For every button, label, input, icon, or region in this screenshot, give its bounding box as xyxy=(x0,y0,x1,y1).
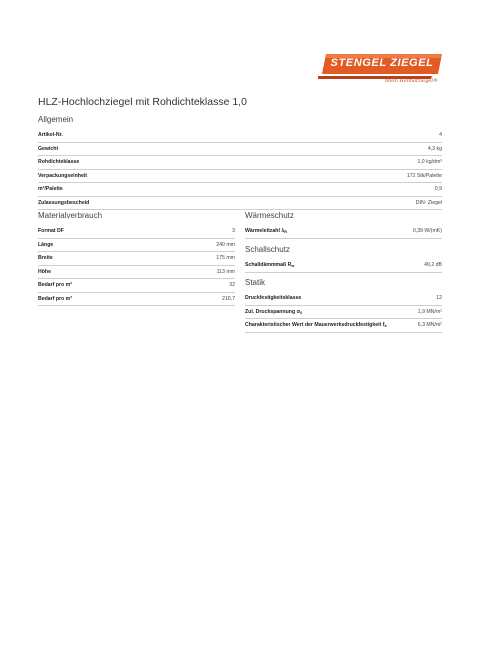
section-heading-allgemein: Allgemein xyxy=(38,115,74,124)
section-heading-schallschutz: Schallschutz xyxy=(245,245,290,254)
table-row xyxy=(38,252,235,266)
allgemein-table xyxy=(38,129,442,210)
row-label: Bedarf pro m³ xyxy=(38,292,165,306)
row-label: m²/Palette xyxy=(38,183,278,197)
row-value: 49,2 dB xyxy=(390,259,442,272)
table-row xyxy=(245,305,442,319)
table-row xyxy=(38,142,442,156)
row-value: 0,39 W/(mK) xyxy=(361,225,442,238)
row-label-sub: k xyxy=(384,324,387,329)
row-label: Höhe xyxy=(38,265,165,279)
table-row xyxy=(245,292,442,305)
brand-logo xyxy=(318,52,442,84)
table-row xyxy=(38,156,442,170)
row-label-sub: w xyxy=(291,264,295,269)
row-label-text: Wärmeleitzahl λ xyxy=(245,228,285,235)
page-title: HLZ-Hochlochziegel mit Rohdichteklasse 1,0 xyxy=(38,96,247,108)
table-row xyxy=(38,129,442,142)
row-label-text: Charakteristischer Wert der Mauerwerksdruckfestigkeit f xyxy=(245,322,385,329)
row-value: 210,7 xyxy=(165,292,235,306)
row-label-sub: R xyxy=(284,230,287,235)
row-value: 12 xyxy=(413,292,442,305)
row-label: Format DF xyxy=(38,225,165,238)
brand-name: STENGEL ZIEGEL xyxy=(330,57,434,69)
row-label: Breite xyxy=(38,252,165,266)
row-label-text: Zul. Druckspannung σ xyxy=(245,308,301,315)
row-value: 4,3 kg xyxy=(278,142,442,156)
section-allgemein xyxy=(38,115,442,210)
row-label-text: Druckfestigkeitsklasse xyxy=(245,295,302,302)
section-materialverbrauch xyxy=(38,211,235,306)
section-waermeschutz xyxy=(245,211,442,239)
row-value: 172 Stk/Palette xyxy=(278,169,442,183)
row-label-text: Schalldämmmaß R xyxy=(245,262,292,269)
row-label: Länge xyxy=(38,238,165,252)
brand-tagline: Mein Heimatziegel® xyxy=(384,78,438,84)
row-value: 1,9 MN/m² xyxy=(413,305,442,319)
row-value: 0,9 xyxy=(278,183,442,197)
statik-table xyxy=(245,292,442,333)
table-row xyxy=(38,196,442,210)
row-label xyxy=(245,292,413,305)
row-label: Gewicht xyxy=(38,142,278,156)
section-statik xyxy=(245,278,442,333)
table-row xyxy=(38,225,235,238)
row-value: 175 mm xyxy=(165,252,235,266)
row-label: Artikel-Nr. xyxy=(38,129,278,142)
row-label xyxy=(245,319,413,333)
materialverbrauch-table xyxy=(38,225,235,306)
table-row xyxy=(38,169,442,183)
table-row xyxy=(38,292,235,306)
section-heading-materialverbrauch: Materialverbrauch xyxy=(38,211,103,220)
section-schallschutz xyxy=(245,245,442,273)
row-label-sub: 0 xyxy=(300,310,303,315)
row-label xyxy=(245,259,390,272)
row-label: Rohdichteklasse xyxy=(38,156,278,170)
row-value: 3 xyxy=(165,225,235,238)
row-label xyxy=(245,305,413,319)
schallschutz-table xyxy=(245,259,442,273)
row-value: 6,3 MN/m² xyxy=(413,319,442,333)
row-label: Verpackungseinheit xyxy=(38,169,278,183)
row-value: 1,0 kg/dm³ xyxy=(278,156,442,170)
table-row xyxy=(245,225,442,238)
section-heading-statik: Statik xyxy=(245,278,266,287)
table-row xyxy=(245,319,442,333)
table-row xyxy=(38,238,235,252)
row-value: 32 xyxy=(165,279,235,293)
waermeschutz-table xyxy=(245,225,442,239)
section-heading-waermeschutz: Wärmeschutz xyxy=(245,211,294,220)
table-row xyxy=(38,265,235,279)
row-label: Bedarf pro m² xyxy=(38,279,165,293)
row-value: 240 mm xyxy=(165,238,235,252)
row-value: DIN- Ziegel xyxy=(278,196,442,210)
row-value: 113 mm xyxy=(165,265,235,279)
table-row xyxy=(38,279,235,293)
table-row xyxy=(245,259,442,272)
row-label: Zulassungsbescheid xyxy=(38,196,278,210)
row-value: 4 xyxy=(278,129,442,142)
row-label xyxy=(245,225,361,238)
table-row xyxy=(38,183,442,197)
